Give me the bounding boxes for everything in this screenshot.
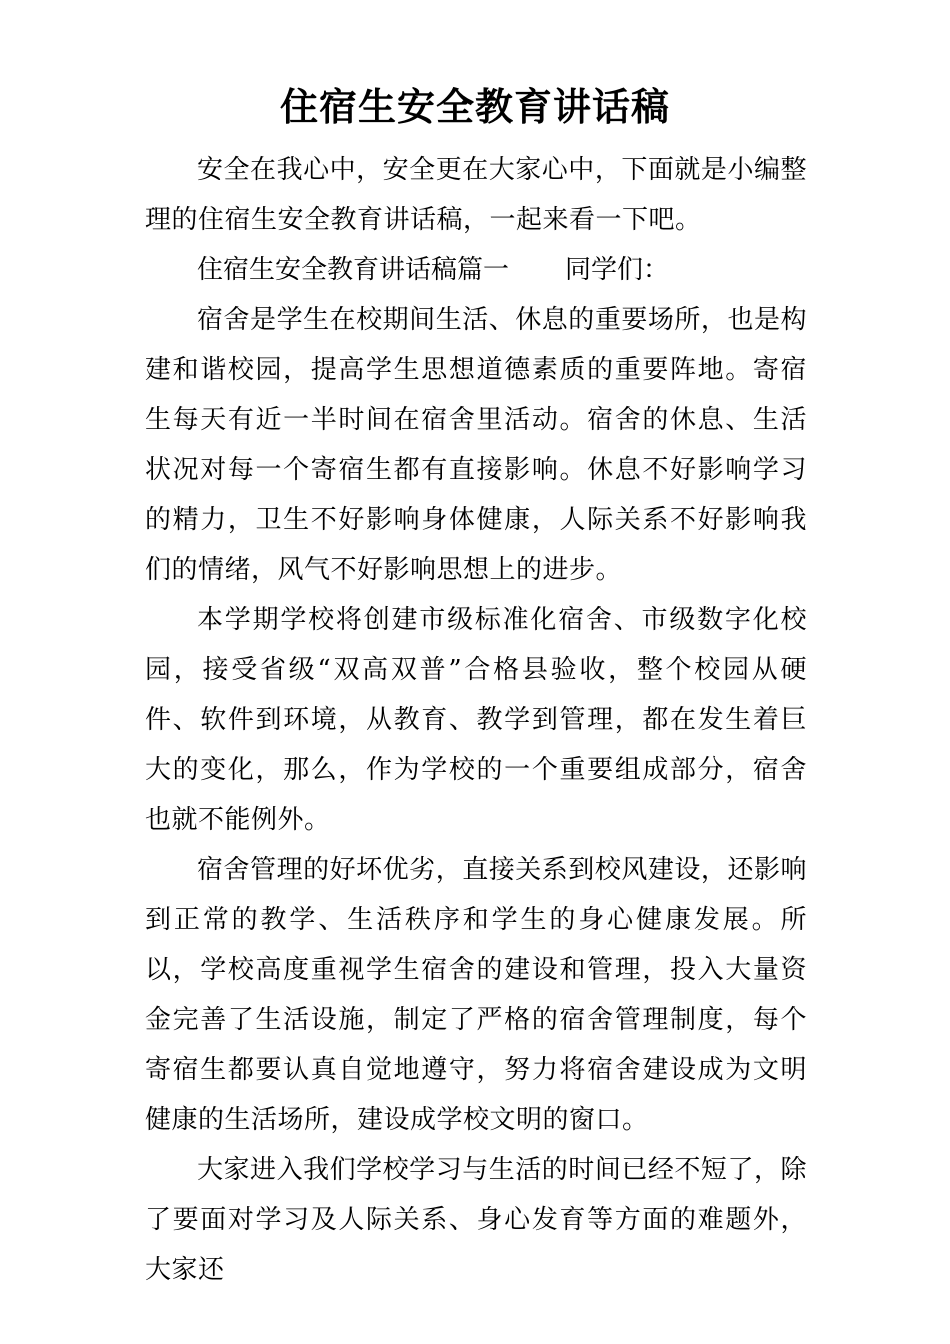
- body-paragraph: 宿舍管理的好坏优劣，直接关系到校风建设，还影响到正常的教学、生活秩序和学生的身心健康发展。所以，学校高度重视学生宿舍的建设和管理，投入大量资金完善了生活设施，制定了严格的宿舍管理制度，每个寄宿生都要认真自觉地遵守，努力将宿舍建设成为文明健康的生活场所，建设成学校文明的窗口。: [145, 855, 807, 1135]
- document-title: 住宿生安全教育讲话稿: [279, 84, 670, 129]
- body-paragraph: 大家进入我们学校学习与生活的时间已经不短了，除了要面对学习及人际关系、身心发育等方面的难题外，大家还: [145, 1155, 807, 1285]
- body-paragraph: 本学期学校将创建市级标准化宿舍、市级数字化校园，接受省级“双高双普”合格县验收，整个校园从硬件、软件到环境，从教育、教学到管理，都在发生着巨大的变化，那么，作为学校的一个重要组成部分，宿舍也就不能例外。: [145, 605, 807, 835]
- salutation: 同学们：: [565, 255, 670, 285]
- intro-paragraph: 安全在我心中，安全更在大家心中，下面就是小编整理的住宿生安全教育讲话稿，一起来看一下吧。: [145, 155, 807, 235]
- section-heading: 住宿生安全教育讲话稿篇一: [197, 255, 510, 285]
- section-heading-line: [145, 245, 807, 295]
- body-paragraph: 宿舍是学生在校期间生活、休息的重要场所，也是构建和谐校园，提高学生思想道德素质的重要阵地。寄宿生每天有近一半时间在宿舍里活动。宿舍的休息、生活状况对每一个寄宿生都有直接影响。休息不好影响学习的精力，卫生不好影响身体健康，人际关系不好影响我们的情绪，风气不好影响思想上的进步。: [145, 305, 807, 585]
- document-body: [145, 145, 807, 1295]
